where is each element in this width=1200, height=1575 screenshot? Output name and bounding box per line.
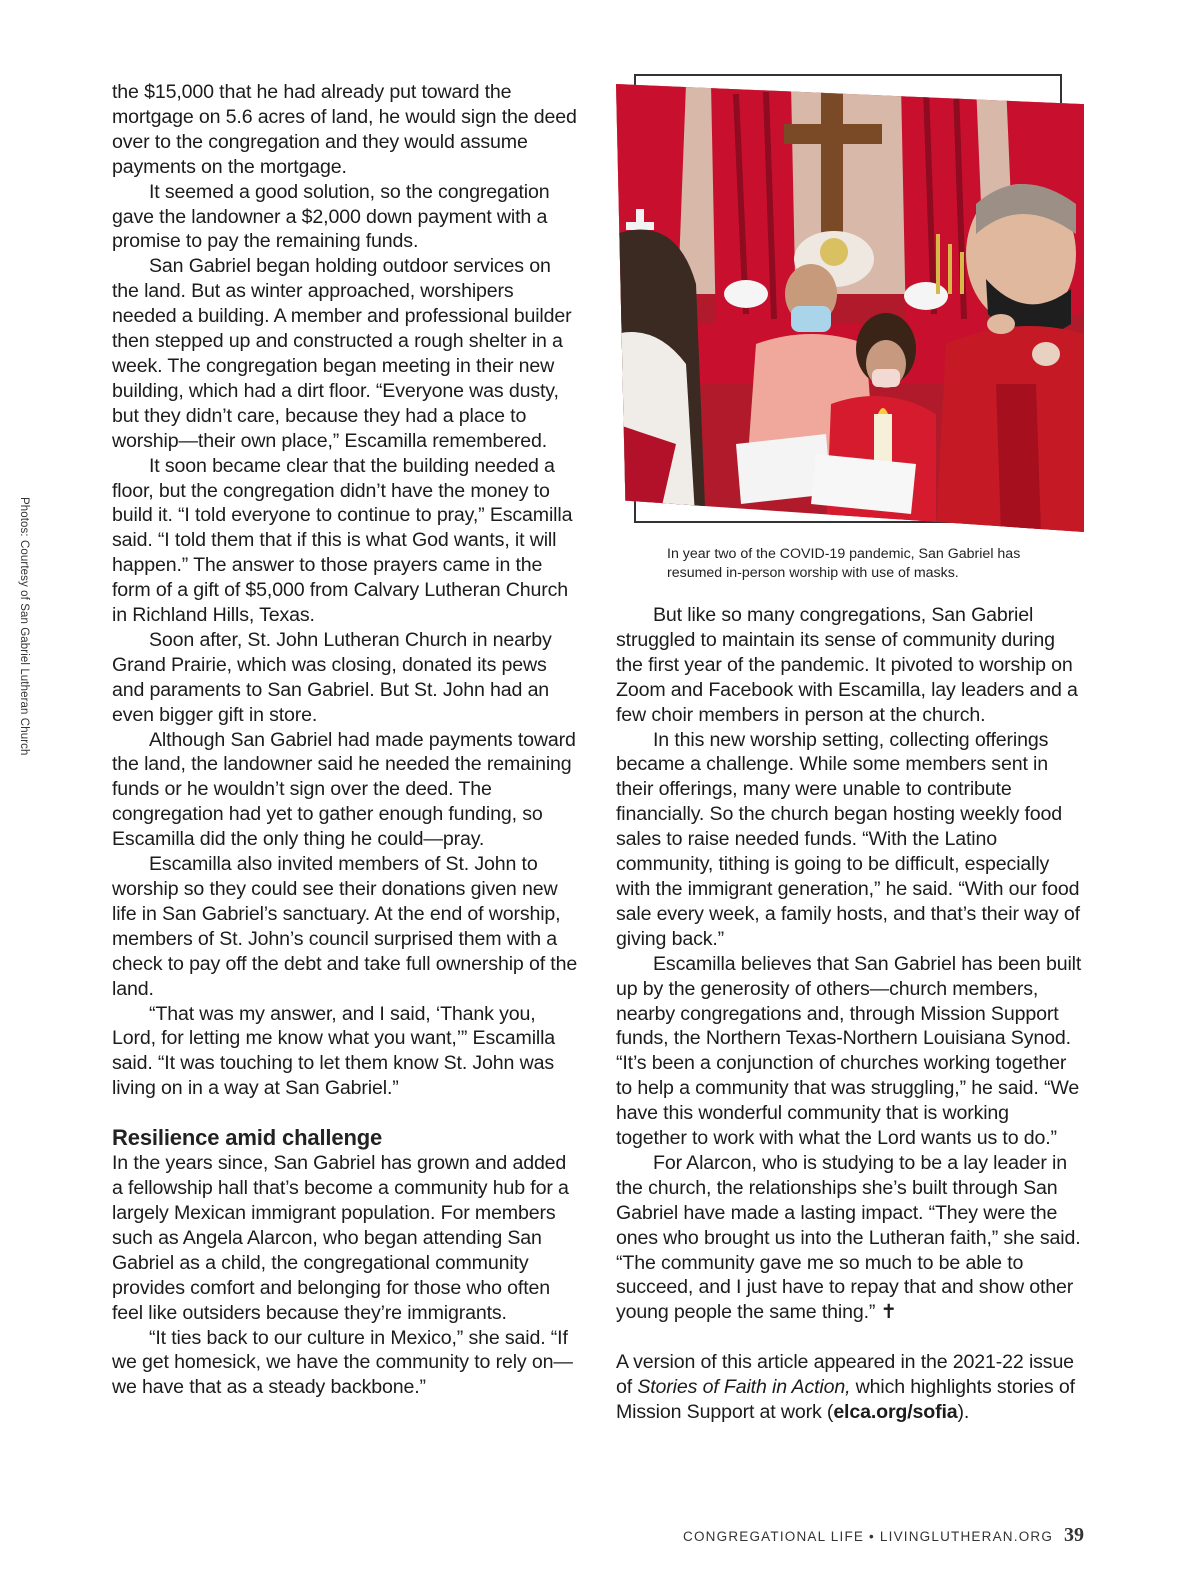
- note-text: ).: [957, 1400, 970, 1423]
- paragraph: Although San Gabriel had made payments toward the land, the landowner said he needed the remaining funds or he wouldn’t sign over the deed. The congregation had yet to gather enough funding, so Escamilla did the only thing he could—pray.: [112, 728, 576, 851]
- paragraph-text: For Alarcon, who is studying to be a lay leader in the church, the relationships she’s built through San Gabriel have made a lasting impact. “They were the ones who brought us into the Lutheran faith,” she said. “The community gave me so much to be able to succeed, and I just have to repay that and show other young people the same thing.”: [616, 1151, 1081, 1324]
- paragraph: In the years since, San Gabriel has grown and added a fellowship hall that’s become a community hub for a largely Mexican immigrant population. For members such as Angela Alarcon, who began attending San Gabriel as a child, the congregational community provides comfort and belonging for those who often feel like outsiders because they’re immigrants.: [112, 1152, 569, 1324]
- paragraph: “It ties back to our culture in Mexico,” she said. “If we get homesick, we have the community to rely on—we have that as a steady backbone.”: [112, 1326, 573, 1399]
- paragraph: In this new worship setting, collecting offerings became a challenge. While some members sent in their offerings, many were unable to contribute financially. So the church began hosting weekly food sales to raise needed funds. “With the Latino community, tithing is going to be difficult, especially with the immigrant generation,” he said. “With our food sale every week, a family hosts, and that’s their way of giving back.”: [616, 728, 1080, 950]
- note-text: A version of this article appeared in the 2021-22 issue of: [616, 1351, 1074, 1399]
- footer-section: CONGREGATIONAL LIFE • LIVINGLUTHERAN.ORG: [683, 1529, 1054, 1544]
- photo-credit: Photos: Courtesy of San Gabriel Lutheran Church: [18, 497, 30, 756]
- paragraph: San Gabriel began holding outdoor services on the land. But as winter approached, worshipers needed a building. A member and professional builder then stepped up and constructed a rough shelter in a week. The congregation began meeting in their new building, which had a dirt floor. “Everyone was dusty, but they didn’t care, because they had a place to worship—their own place,” Escamilla remembered.: [112, 255, 572, 452]
- paragraph: It seemed a good solution, so the congregation gave the landowner a $2,000 down payment with a promise to pay the remaining funds.: [112, 180, 550, 253]
- note-text: which highlights stories of Mission Support at work (: [616, 1376, 1075, 1423]
- paragraph: the $15,000 that he had already put toward the mortgage on 5.6 acres of land, he would sign the deed over to the congregation and they would assume payments on the mortgage.: [112, 81, 577, 178]
- worship-scene-illustration: [616, 84, 1084, 532]
- paragraph: Escamilla also invited members of St. John to worship so they could see their donations given new life in San Gabriel’s sanctuary. At the end of worship, members of St. John’s council surprised them with a check to pay off the debt and take full ownership of the land.: [112, 853, 578, 1000]
- photo-caption: In year two of the COVID-19 pandemic, San Gabriel has resumed in-person worship with use of masks.: [667, 546, 1021, 581]
- sofia-link[interactable]: elca.org/sofia: [833, 1400, 958, 1423]
- page-number: 39: [1064, 1524, 1084, 1546]
- paragraph: [616, 1151, 1084, 1325]
- paragraph: But like so many congregations, San Gabriel struggled to maintain its sense of community during the first year of the pandemic. It pivoted to worship on Zoom and Facebook with Escamilla, lay leaders and a few choir members in person at the church.: [616, 604, 1078, 726]
- publication-title: Stories of Faith in Action,: [637, 1376, 851, 1399]
- end-mark-cross-icon: ✝: [880, 1301, 897, 1324]
- right-column: [616, 603, 1084, 1425]
- paragraph: “That was my answer, and I said, ‘Thank you, Lord, for letting me know what you want,’” Escamilla said. “It was touching to let them know St. John was living on in a way at San Gabriel.”: [112, 1002, 556, 1100]
- section-heading: Resilience amid challenge: [112, 1125, 383, 1151]
- paragraph: Escamilla believes that San Gabriel has been built up by the generosity of others—church members, nearby congregations and, through Mission Support funds, the Northern Texas-Northern Louisiana Synod. “It’s been a conjunction of churches working together to help a community that was struggling,” he said. “We have this wonderful community that is working together to work with what the Lord wants us to do.”: [616, 952, 1082, 1150]
- paragraph: It soon became clear that the building needed a floor, but the congregation didn’t have the money to build it. “I told everyone to continue to pray,” Escamilla said. “I told them that if this is what God wants, it will happen.” The answer to those prayers came in the form of a gift of $5,000 from Calvary Lutheran Church in Richland Hills, Texas.: [112, 454, 573, 627]
- left-column: [112, 80, 580, 1400]
- article-note: [616, 1350, 1084, 1425]
- worship-photo: [616, 84, 1084, 532]
- paragraph: Soon after, St. John Lutheran Church in nearby Grand Prairie, which was closing, donated its pews and paraments to San Gabriel. But St. John had an even bigger gift in store.: [112, 628, 552, 726]
- page-footer: [683, 1524, 1084, 1547]
